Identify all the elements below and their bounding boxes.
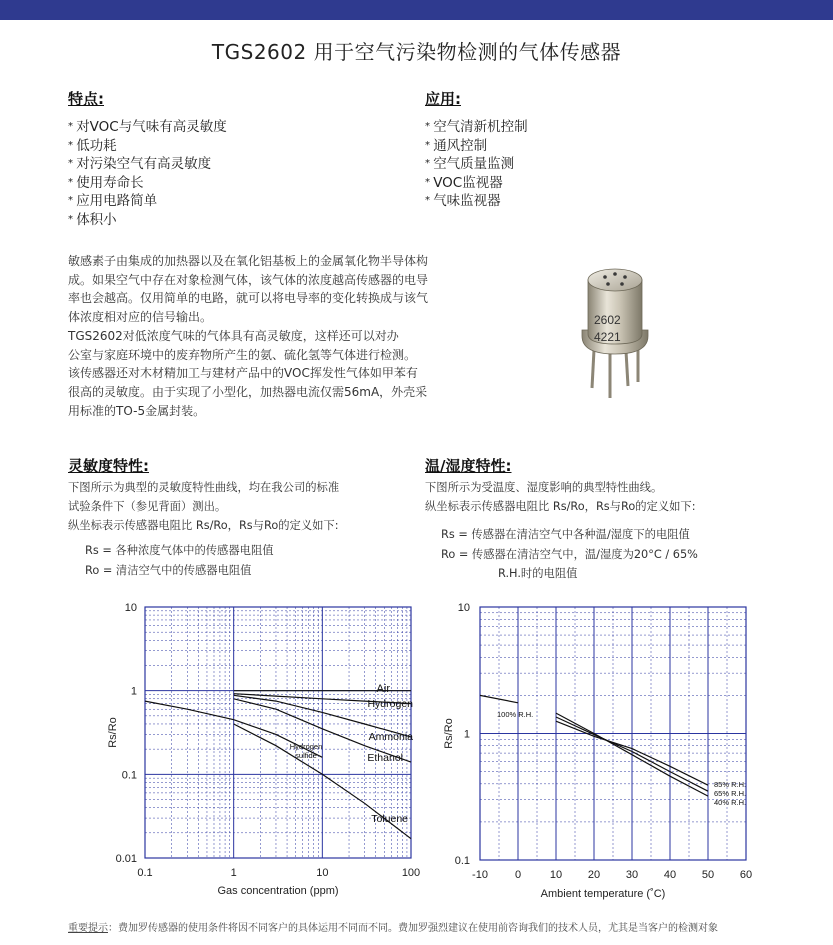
series-label: Hydrogen	[367, 698, 413, 710]
x-tick-label: 100	[401, 867, 421, 879]
sensitivity-desc-line: 试验条件下（参见背面）测出。	[68, 500, 227, 513]
application-item: * VOC监视器	[425, 174, 528, 193]
temp-humidity-description	[425, 478, 765, 516]
sensor-pin	[592, 350, 594, 388]
description-line: 成。如果空气中存在对象检测气体，该气体的浓度越高传感器的电导	[68, 272, 429, 287]
temp-humidity-definitions	[441, 525, 761, 584]
rs-definition: Rs = 传感器在清洁空气中各种温/湿度下的电阻值	[441, 528, 690, 541]
y-tick-label: 10	[457, 602, 470, 614]
series-label: 65% R.H.	[714, 789, 747, 798]
x-tick-label: 0	[514, 869, 522, 881]
series-label: Ammonia	[368, 731, 413, 743]
y-tick-label: 0.01	[115, 853, 137, 865]
y-tick-label: 1	[130, 685, 137, 698]
x-tick-label: -10	[472, 869, 488, 881]
sensor-product-image	[560, 258, 670, 410]
series-label: Air	[376, 683, 390, 695]
description-text	[68, 252, 488, 420]
y-axis-label: Rs/Ro	[107, 717, 119, 748]
application-item: * 空气质量监测	[425, 155, 528, 174]
x-tick-label: 30	[625, 869, 639, 881]
sensitivity-chart	[100, 595, 430, 905]
application-item: * 空气清新机控制	[425, 118, 528, 137]
sensitivity-description	[68, 478, 408, 535]
top-color-bar	[0, 0, 833, 20]
temp-humidity-heading: 温/湿度特性:	[425, 457, 512, 475]
description-line: 很高的灵敏度。由于实现了小型化，加热器电流仅需56mA，外壳采	[68, 384, 428, 399]
series-label: sulfide	[295, 751, 317, 760]
y-tick-label: 1	[463, 728, 470, 741]
sensor-vent-hole	[620, 282, 624, 286]
x-axis-label: Gas concentration (ppm)	[217, 885, 339, 897]
footer-notice	[68, 922, 768, 935]
ro-definition-cont: R.H.时的电阻值	[498, 567, 578, 580]
series-label: Ethanol	[367, 752, 403, 764]
series-label: 85% R.H.	[714, 780, 747, 789]
description-line: 敏感素子由集成的加热器以及在氧化铝基板上的金属氧化物半导体构	[68, 254, 429, 268]
feature-item: * 对污染空气有高灵敏度	[68, 155, 227, 174]
footer-label: 重要提示	[68, 923, 108, 934]
feature-item: * 应用电路简单	[68, 192, 227, 211]
y-tick-label: 10	[124, 602, 137, 614]
sensor-marking-top: 2602	[594, 313, 621, 327]
x-tick-label: 60	[739, 869, 753, 881]
features-heading: 特点:	[68, 90, 104, 108]
series-label: 100% R.H.	[497, 710, 534, 719]
rs-definition: Rs = 各种浓度气体中的传感器电阻值	[85, 544, 274, 557]
x-tick-label: 10	[549, 869, 563, 881]
temp-humidity-desc-line: 纵坐标表示传感器电阻比 Rs/Ro，Rs与Ro的定义如下:	[425, 500, 696, 513]
y-tick-label: 0.1	[121, 769, 137, 782]
x-tick-label: 20	[587, 869, 601, 881]
x-tick-label: 50	[701, 869, 715, 881]
y-tick-label: 0.1	[454, 855, 470, 867]
description-line: 用标准的TO-5金属封装。	[68, 403, 206, 418]
series-label: Toluene	[371, 813, 408, 825]
feature-item: * 对VOC与气味有高灵敏度	[68, 118, 227, 137]
features-list	[68, 118, 227, 230]
ro-definition: Ro = 清洁空气中的传感器电阻值	[85, 563, 252, 577]
sensor-vent-hole	[603, 275, 607, 279]
x-tick-label: 0.1	[137, 867, 153, 879]
temp-humidity-desc-line: 下图所示为受温度、湿度影响的典型特性曲线。	[425, 481, 663, 494]
sensor-vent-hole	[606, 282, 610, 286]
sensitivity-desc-line: 纵坐标表示传感器电阻比 Rs/Ro，Rs与Ro的定义如下:	[68, 519, 339, 532]
page-title: TGS2602 用于空气污染物检测的气体传感器	[211, 40, 622, 64]
feature-item: * 低功耗	[68, 137, 227, 156]
series-label: Hydrogen	[289, 742, 323, 751]
series-label: 40% R.H.	[714, 798, 747, 807]
application-item: * 气味监视器	[425, 192, 528, 211]
x-tick-label: 10	[316, 867, 329, 879]
sensitivity-heading: 灵敏度特性:	[68, 457, 149, 475]
sensor-vent-hole	[613, 272, 617, 276]
sensor-vent-hole	[623, 275, 627, 279]
sensitivity-desc-line: 下图所示为典型的灵敏度特性曲线，均在我公司的标准	[68, 481, 340, 494]
description-line: 该传感器还对木材精加工与建材产品中的VOC挥发性气体如甲苯有	[68, 366, 418, 381]
feature-item: * 使用寿命长	[68, 174, 227, 193]
feature-item: * 体积小	[68, 211, 227, 230]
footer-text: ：费加罗传感器的使用条件将因不同客户的具体运用不同而不同。费加罗强烈建议在使用前咨询我们的技术人员，尤其是当客户的检测对象	[108, 923, 718, 934]
ro-definition: Ro = 传感器在清洁空气中，温/湿度为20°C / 65%	[441, 547, 698, 561]
application-item: * 通风控制	[425, 137, 528, 156]
x-axis-label: Ambient temperature (˚C)	[540, 888, 666, 900]
sensitivity-definitions	[85, 541, 405, 580]
description-line: TGS2602对低浓度气味的气体具有高灵敏度，这样还可以对办	[68, 328, 399, 343]
description-line: 率也会越高。仅用简单的电路，就可以将电导率的变化转换成与该气	[68, 291, 429, 306]
x-tick-label: 1	[230, 867, 237, 879]
sensor-marking-bottom: 4221	[594, 330, 621, 344]
temp-humidity-chart	[440, 595, 760, 905]
y-axis-label: Rs/Ro	[443, 718, 455, 749]
applications-heading: 应用:	[425, 90, 461, 108]
x-tick-label: 40	[663, 869, 677, 881]
description-line: 体浓度相对应的信号输出。	[68, 310, 213, 325]
applications-list	[425, 118, 528, 211]
sensor-pin	[626, 351, 628, 386]
description-line: 公室与家庭环境中的废弃物所产生的氨、硫化氢等气体进行检测。	[68, 347, 417, 362]
